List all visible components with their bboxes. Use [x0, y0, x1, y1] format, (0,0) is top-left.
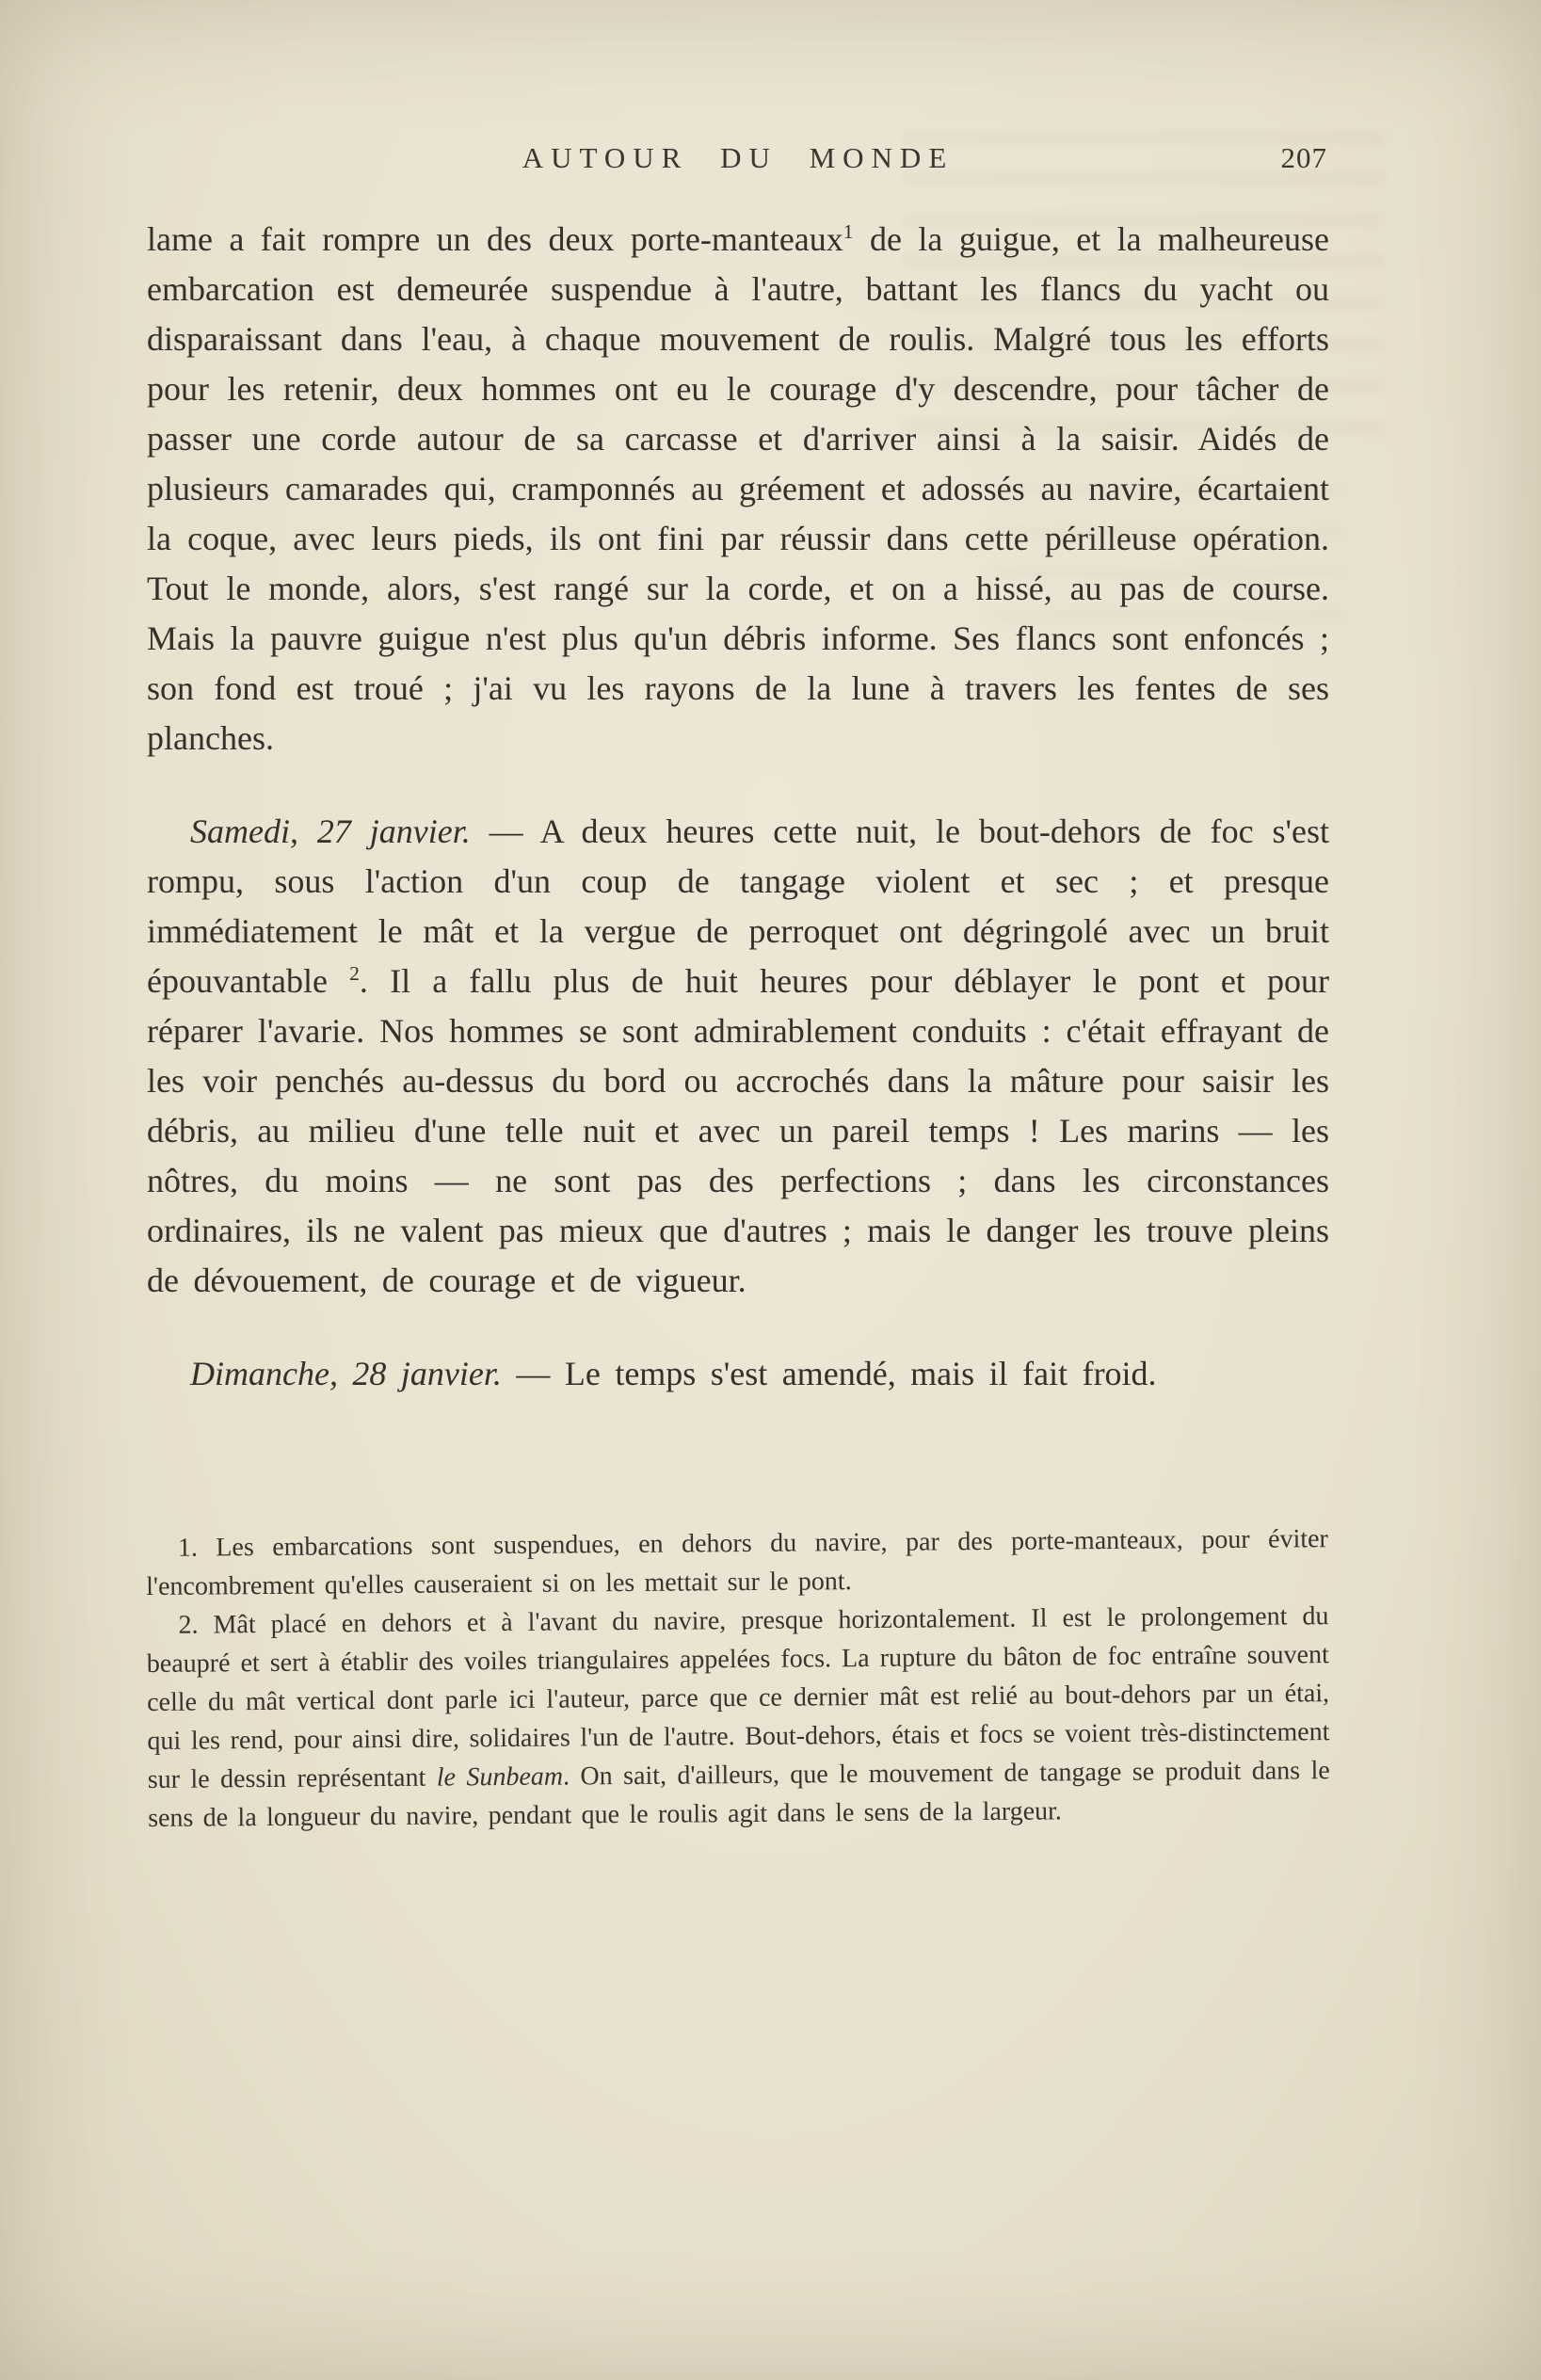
- page-number: 207: [1280, 141, 1327, 174]
- running-title: AUTOUR DU MONDE: [522, 141, 955, 174]
- paragraph-continuation: lame a fait rompre un des deux porte-manteaux$^1$ de la guigue, et la malheureuse embarcation est demeurée suspendue à l'autre, battant les flancs du yacht ou disparaissant dans l'eau, à chaque mouvement de roulis. Malgré tous les efforts pour les retenir, deux hommes ont eu le courage d'y descendre, pour tâcher de passer une corde autour de sa carcasse et d'arriver ainsi à la saisir. Aidés de plusieurs camarades qui, cramponnés au gréement et adossés au navire, écartaient la coque, avec leurs pieds, ils ont fini par réussir dans cette périlleuse opération. Tout le monde, alors, s'est rangé sur la corde, et on a hissé, au pas de course. Mais la pauvre guigue n'est plus qu'un débris informe. Ses flancs sont enfoncés ; son fond est troué ; j'ai vu les rayons de la lune à travers les fentes de ses planches.: [147, 220, 1330, 757]
- text-column: [147, 141, 1329, 1838]
- page-header: [147, 141, 1329, 183]
- paragraph-dimanche-28-janvier: Dimanche, 28 janvier. — Le temps s'est amendé, mais il fait froid.: [190, 1355, 1157, 1392]
- footnotes-block: [146, 1520, 1331, 1838]
- paragraph-samedi-27-janvier: Samedi, 27 janvier. — A deux heures cette nuit, le bout-dehors de foc s'est rompu, sous l'action d'un coup de tangage violent et sec ; et presque immédiatement le mât et la vergue de perroquet ont dégringolé avec un bruit épouvantable $^2$. Il a fallu plus de huit heures pour déblayer le pont et pour réparer l'avarie. Nos hommes se sont admirablement conduits : c'était effrayant de les voir penchés au-dessus du bord ou accrochés dans la mâture pour saisir les débris, au milieu d'une telle nuit et avec un pareil temps ! Les marins — les nôtres, du moins — ne sont pas des perfections ; dans les circonstances ordinaires, ils ne valent pas mieux que d'autres ; mais le danger les trouve pleins de dévouement, de courage et de vigueur.: [147, 812, 1330, 1299]
- footnote-2: 2. Mât placé en dehors et à l'avant du navire, presque horizontalement. Il est le prolongement du beaupré et sert à établir des voiles triangulaires appelées focs. La rupture du bâton de foc entraîne souvent celle du mât vertical dont parle ici l'auteur, parce que ce dernier mât est relié au bout-dehors par un étai, qui les rend, pour ainsi dire, solidaires l'un de l'autre. Bout-dehors, étais et focs se voient très-distinctement sur le dessin représentant le Sunbeam. On sait, d'ailleurs, que le mouvement de tangage se produit dans le sens de la longueur du navire, pendant que le roulis agit dans le sens de la largeur.: [146, 1601, 1330, 1833]
- body-text: [147, 215, 1329, 1838]
- footnote-1: 1. Les embarcations sont suspendues, en dehors du navire, par des porte-manteaux, pour éviter l'encombrement qu'elles causeraient si on les mettait sur le pont.: [146, 1524, 1328, 1602]
